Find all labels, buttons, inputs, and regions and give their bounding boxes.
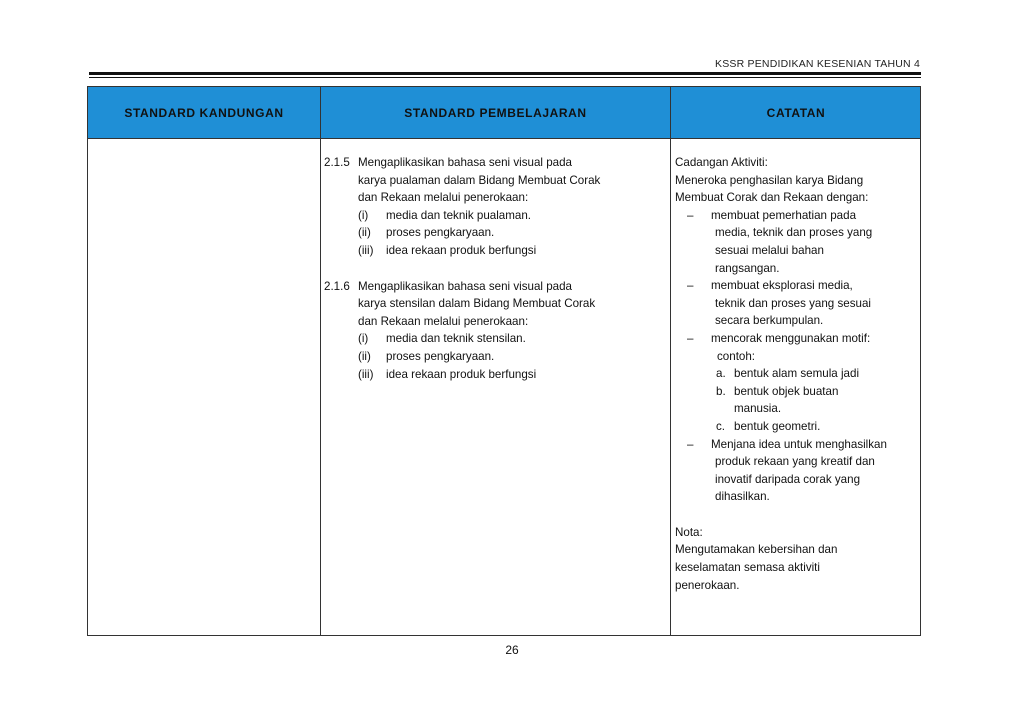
page-number: 26 [505, 643, 519, 657]
item-text: Mengaplikasikan bahasa seni visual pada [358, 279, 572, 293]
curriculum-table [87, 86, 921, 636]
column-divider [320, 87, 321, 635]
standard-pembelajaran-cell [324, 154, 668, 383]
activity-heading: Cadangan Aktiviti: [675, 156, 768, 169]
sub-item: (i) media dan teknik pualaman. [358, 208, 532, 222]
learning-standard-item [324, 154, 668, 260]
contoh-label: contoh: [717, 349, 756, 363]
activity-intro: Membuat Corak dan Rekaan dengan: [675, 191, 869, 205]
dash-icon: – [687, 331, 694, 345]
column-header-catatan: CATATAN [766, 105, 826, 120]
activity-bullet: – mencorak menggunakan motif: [675, 330, 921, 348]
dash-icon: – [687, 279, 694, 293]
item-number: 2.1.6 [324, 279, 350, 293]
item-text: karya pualaman dalam Bidang Membuat Corak [358, 173, 601, 187]
activity-intro: Meneroka penghasilan karya Bidang [675, 173, 864, 187]
item-number: 2.1.5 [324, 156, 350, 169]
item-text: karya stensilan dalam Bidang Membuat Corak [358, 297, 596, 311]
column-divider [670, 87, 671, 635]
catatan-cell: Cadangan Aktiviti: Meneroka penghasilan karya Bidang Membuat Corak dan Rekaan dengan: – membuat pemerhatian pada media, teknik dan proses yang sesuai melalui bahan rangsangan. – membuat eksplorasi media, teknik dan proses yang sesuai secara berkumpulan. – mencorak menggunakan motif: contoh: a. bentuk alam semula jadi b. bentuk objek buatan manusia. c. bentuk geometri. – Menjana idea untuk menghasilkan produk rekaan yang kreatif dan inovatif daripada corak yang dihasilkan. Nota: Mengutamakan kebersihan dan keselamatan semasa aktiviti penerokaan. [675, 154, 921, 594]
nota-label: Nota: [675, 525, 703, 539]
dash-icon: – [687, 437, 694, 451]
item-text: dan Rekaan melalui penerokaan: [358, 191, 529, 205]
header-rule [89, 72, 921, 75]
nota-text: keselamatan semasa aktiviti [675, 561, 820, 575]
item-text: Mengaplikasikan bahasa seni visual pada [358, 156, 572, 169]
sub-item: (ii) proses pengkaryaan. [358, 226, 495, 240]
sub-item: (ii) proses pengkaryaan. [358, 349, 495, 363]
column-header-standard-pembelajaran: STANDARD PEMBELAJARAN [404, 105, 587, 120]
nota-text: penerokaan. [675, 578, 740, 592]
sub-item: (i) media dan teknik stensilan. [358, 332, 526, 346]
column-header-standard-kandungan: STANDARD KANDUNGAN [124, 105, 284, 120]
nota-text: Mengutamakan kebersihan dan [675, 543, 838, 557]
sub-item: (iii) idea rekaan produk berfungsi [358, 367, 537, 381]
sub-item: (iii) idea rekaan produk berfungsi [358, 243, 537, 257]
dash-icon: – [687, 208, 694, 222]
table-header-row [88, 87, 920, 139]
contoh-item: b. bentuk objek buatan [716, 384, 839, 398]
activity-bullet: – Menjana idea untuk menghasilkan [675, 436, 921, 454]
activity-bullet: – membuat pemerhatian pada [675, 207, 921, 225]
contoh-item: c. bentuk geometri. [716, 419, 821, 433]
contoh-item: a. bentuk alam semula jadi [716, 367, 860, 381]
learning-standard-item [324, 278, 668, 384]
header-rule-thin [89, 77, 921, 78]
document-header: KSSR PENDIDIKAN KESENIAN TAHUN 4 [715, 58, 920, 70]
item-text: dan Rekaan melalui penerokaan: [358, 314, 529, 328]
activity-bullet: – membuat eksplorasi media, [675, 277, 921, 295]
